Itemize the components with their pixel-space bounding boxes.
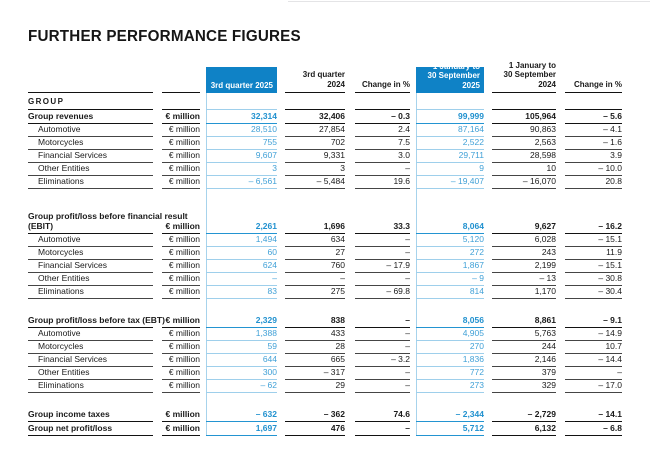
table-row: [28, 124, 622, 137]
value-cell-chg_ytd: 10.7: [565, 341, 622, 354]
row-unit: € million: [162, 150, 200, 163]
table-row: [28, 286, 622, 299]
group-col-cell: [285, 93, 345, 110]
value-cell-chg_q: –: [355, 380, 410, 393]
value-cell-chg_q: 3.0: [355, 150, 410, 163]
row-label: Motorcycles: [28, 341, 153, 354]
value-cell-ytd_2025: – 9: [416, 273, 484, 286]
value-cell-chg_ytd: – 15.1: [565, 260, 622, 273]
row-unit: € million: [162, 260, 200, 273]
value-cell-chg_ytd: – 4.1: [565, 124, 622, 137]
value-cell-q3_2025: 644: [206, 354, 277, 367]
table-row: [28, 273, 622, 286]
row-unit: € million: [162, 314, 200, 328]
row-unit: € million: [162, 163, 200, 176]
value-cell-ytd_2025: 1,836: [416, 354, 484, 367]
row-unit: € million: [162, 124, 200, 137]
value-cell-ytd_2025: 5,120: [416, 234, 484, 247]
value-cell-ytd_2024: – 13: [492, 273, 556, 286]
group-col-cell: [355, 93, 410, 110]
value-cell-q3_2024: 665: [285, 354, 345, 367]
value-cell-chg_q: – 0.3: [355, 110, 410, 124]
value-cell-chg_q: –: [355, 341, 410, 354]
value-cell-q3_2025: 9,607: [206, 150, 277, 163]
value-cell-chg_ytd: – 1.6: [565, 137, 622, 150]
value-cell-q3_2025: 60: [206, 247, 277, 260]
value-cell-chg_q: – 17.9: [355, 260, 410, 273]
value-cell-chg_q: –: [355, 422, 410, 436]
value-cell-ytd_2024: 105,964: [492, 110, 556, 124]
value-cell-ytd_2025: 99,999: [416, 110, 484, 124]
value-cell-q3_2024: – 362: [285, 408, 345, 422]
value-cell-ytd_2024: 8,861: [492, 314, 556, 328]
value-cell-chg_ytd: – 9.1: [565, 314, 622, 328]
row-unit: € million: [162, 247, 200, 260]
value-cell-ytd_2025: 1,867: [416, 260, 484, 273]
value-cell-ytd_2024: 1,170: [492, 286, 556, 299]
value-cell-ytd_2024: – 2,729: [492, 408, 556, 422]
row-unit: € million: [162, 208, 200, 234]
table-row: [28, 408, 622, 422]
table-row: [28, 208, 622, 234]
table-row: [28, 367, 622, 380]
value-cell-chg_q: –: [355, 234, 410, 247]
value-cell-q3_2025: 1,388: [206, 328, 277, 341]
value-cell-q3_2024: 3: [285, 163, 345, 176]
col-header-q3_2024: 3rd quarter 2024: [285, 67, 345, 93]
value-cell-ytd_2024: 329: [492, 380, 556, 393]
value-cell-q3_2024: 275: [285, 286, 345, 299]
value-cell-ytd_2025: 4,905: [416, 328, 484, 341]
value-cell-q3_2024: 433: [285, 328, 345, 341]
value-cell-ytd_2024: 2,563: [492, 137, 556, 150]
row-label: Motorcycles: [28, 137, 153, 150]
value-cell-ytd_2025: 9: [416, 163, 484, 176]
value-cell-q3_2025: –: [206, 273, 277, 286]
value-cell-chg_q: 19.6: [355, 176, 410, 189]
table-row: [28, 247, 622, 260]
value-cell-q3_2024: – 5,484: [285, 176, 345, 189]
value-cell-ytd_2025: 2,522: [416, 137, 484, 150]
table-row: [28, 380, 622, 393]
value-cell-ytd_2025: 273: [416, 380, 484, 393]
group-col-cell: [416, 93, 484, 110]
value-cell-ytd_2025: 29,711: [416, 150, 484, 163]
row-unit: € million: [162, 234, 200, 247]
row-label: Automotive: [28, 124, 153, 137]
value-cell-q3_2024: 838: [285, 314, 345, 328]
value-cell-q3_2024: 9,331: [285, 150, 345, 163]
value-cell-chg_q: 7.5: [355, 137, 410, 150]
value-cell-ytd_2025: 272: [416, 247, 484, 260]
value-cell-chg_ytd: – 15.1: [565, 234, 622, 247]
header-label-spacer: [28, 67, 153, 93]
header-unit-spacer: [162, 67, 200, 93]
group-col-cell: [565, 93, 622, 110]
value-cell-q3_2024: 634: [285, 234, 345, 247]
value-cell-chg_q: – 69.8: [355, 286, 410, 299]
value-cell-chg_ytd: –: [565, 367, 622, 380]
value-cell-q3_2025: 32,314: [206, 110, 277, 124]
page-title: FURTHER PERFORMANCE FIGURES: [28, 28, 301, 45]
value-cell-chg_q: –: [355, 328, 410, 341]
value-cell-q3_2024: – 317: [285, 367, 345, 380]
table-row: [28, 150, 622, 163]
value-cell-q3_2025: 300: [206, 367, 277, 380]
value-cell-q3_2025: – 632: [206, 408, 277, 422]
value-cell-ytd_2025: – 19,407: [416, 176, 484, 189]
row-label: Group net profit/loss: [28, 422, 153, 436]
value-cell-chg_q: 74.6: [355, 408, 410, 422]
value-cell-ytd_2024: 244: [492, 341, 556, 354]
value-cell-q3_2024: 760: [285, 260, 345, 273]
table-row: [28, 137, 622, 150]
row-label: Group income taxes: [28, 408, 153, 422]
row-label: Financial Services: [28, 354, 153, 367]
value-cell-ytd_2025: – 2,344: [416, 408, 484, 422]
row-unit: € million: [162, 110, 200, 124]
value-cell-q3_2025: 59: [206, 341, 277, 354]
row-unit: € million: [162, 176, 200, 189]
row-label: Eliminations: [28, 286, 153, 299]
value-cell-q3_2025: 28,510: [206, 124, 277, 137]
group-section-label: GROUP: [28, 93, 153, 110]
row-unit: € million: [162, 328, 200, 341]
group-section-row: [28, 93, 622, 110]
row-unit: € million: [162, 422, 200, 436]
row-label: Other Entities: [28, 367, 153, 380]
value-cell-ytd_2025: 87,164: [416, 124, 484, 137]
value-cell-chg_ytd: – 30.4: [565, 286, 622, 299]
value-cell-chg_ytd: – 16.2: [565, 208, 622, 234]
value-cell-chg_ytd: 11.9: [565, 247, 622, 260]
table-header-row: [28, 60, 622, 93]
row-label: Group revenues: [28, 110, 153, 124]
row-label: Other Entities: [28, 163, 153, 176]
row-label: Automotive: [28, 234, 153, 247]
value-cell-ytd_2024: 5,763: [492, 328, 556, 341]
value-cell-q3_2024: 476: [285, 422, 345, 436]
value-cell-chg_ytd: – 14.9: [565, 328, 622, 341]
table-row: [28, 110, 622, 124]
table-row: [28, 341, 622, 354]
group-col-cell: [206, 93, 277, 110]
value-cell-ytd_2025: 270: [416, 341, 484, 354]
table-row: [28, 422, 622, 436]
row-unit: € million: [162, 286, 200, 299]
row-label: Motorcycles: [28, 247, 153, 260]
col-header-ytd_2025: 1 January to 30 September 2025: [416, 67, 484, 93]
row-label: Group profit/loss before tax (EBT): [28, 314, 153, 328]
value-cell-ytd_2024: 28,598: [492, 150, 556, 163]
value-cell-ytd_2024: 6,028: [492, 234, 556, 247]
value-cell-q3_2025: – 62: [206, 380, 277, 393]
value-cell-chg_ytd: – 5.6: [565, 110, 622, 124]
table-row: [28, 354, 622, 367]
value-cell-chg_ytd: – 14.4: [565, 354, 622, 367]
value-cell-ytd_2024: 6,132: [492, 422, 556, 436]
group-col-cell: [492, 93, 556, 110]
value-cell-ytd_2024: 9,627: [492, 208, 556, 234]
table-row: [28, 234, 622, 247]
value-cell-ytd_2025: 814: [416, 286, 484, 299]
value-cell-q3_2025: 83: [206, 286, 277, 299]
value-cell-q3_2025: 2,261: [206, 208, 277, 234]
value-cell-ytd_2025: 772: [416, 367, 484, 380]
section-gap: [28, 299, 622, 314]
row-label: Group profit/loss before financial result (EBIT): [28, 208, 153, 234]
col-header-chg_ytd: Change in %: [565, 67, 622, 93]
table-row: [28, 163, 622, 176]
value-cell-ytd_2024: – 16,070: [492, 176, 556, 189]
value-cell-ytd_2025: 5,712: [416, 422, 484, 436]
value-cell-chg_q: 33.3: [355, 208, 410, 234]
value-cell-q3_2024: 1,696: [285, 208, 345, 234]
table-row: [28, 314, 622, 328]
row-unit: € million: [162, 408, 200, 422]
row-label: Eliminations: [28, 380, 153, 393]
value-cell-chg_ytd: – 14.1: [565, 408, 622, 422]
value-cell-chg_ytd: 3.9: [565, 150, 622, 163]
performance-table: [28, 60, 622, 436]
value-cell-ytd_2024: 10: [492, 163, 556, 176]
value-cell-chg_ytd: – 30.8: [565, 273, 622, 286]
section-gap: [28, 393, 622, 408]
table-row: [28, 176, 622, 189]
col-header-ytd_2024: 1 January to 30 September 2024: [492, 67, 556, 93]
row-unit: € million: [162, 137, 200, 150]
value-cell-q3_2024: 27,854: [285, 124, 345, 137]
value-cell-q3_2024: 702: [285, 137, 345, 150]
col-header-q3_2025: 3rd quarter 2025: [206, 67, 277, 93]
row-unit: € million: [162, 367, 200, 380]
col-header-chg_q: Change in %: [355, 67, 410, 93]
value-cell-ytd_2025: 8,064: [416, 208, 484, 234]
value-cell-chg_q: –: [355, 367, 410, 380]
section-gap: [28, 189, 622, 208]
row-label: Financial Services: [28, 260, 153, 273]
value-cell-chg_ytd: – 17.0: [565, 380, 622, 393]
page-edge-line: [288, 1, 650, 2]
value-cell-q3_2024: 32,406: [285, 110, 345, 124]
value-cell-q3_2025: 755: [206, 137, 277, 150]
row-unit: € million: [162, 341, 200, 354]
value-cell-chg_ytd: – 6.8: [565, 422, 622, 436]
table-row: [28, 328, 622, 341]
value-cell-q3_2024: –: [285, 273, 345, 286]
value-cell-ytd_2024: 2,146: [492, 354, 556, 367]
value-cell-ytd_2024: 2,199: [492, 260, 556, 273]
value-cell-chg_q: – 3.2: [355, 354, 410, 367]
row-label: Automotive: [28, 328, 153, 341]
value-cell-q3_2024: 28: [285, 341, 345, 354]
value-cell-q3_2025: 624: [206, 260, 277, 273]
value-cell-q3_2025: 1,697: [206, 422, 277, 436]
row-label: Other Entities: [28, 273, 153, 286]
value-cell-q3_2024: 29: [285, 380, 345, 393]
row-label: Eliminations: [28, 176, 153, 189]
value-cell-chg_ytd: – 10.0: [565, 163, 622, 176]
value-cell-q3_2025: 1,494: [206, 234, 277, 247]
value-cell-q3_2025: 2,329: [206, 314, 277, 328]
value-cell-q3_2025: 3: [206, 163, 277, 176]
value-cell-chg_q: –: [355, 163, 410, 176]
value-cell-q3_2025: – 6,561: [206, 176, 277, 189]
value-cell-ytd_2024: 243: [492, 247, 556, 260]
value-cell-ytd_2025: 8,056: [416, 314, 484, 328]
row-unit: € million: [162, 354, 200, 367]
value-cell-chg_ytd: 20.8: [565, 176, 622, 189]
table-row: [28, 260, 622, 273]
value-cell-chg_q: –: [355, 314, 410, 328]
value-cell-chg_q: –: [355, 273, 410, 286]
row-label: Financial Services: [28, 150, 153, 163]
value-cell-q3_2024: 27: [285, 247, 345, 260]
value-cell-chg_q: –: [355, 247, 410, 260]
value-cell-chg_q: 2.4: [355, 124, 410, 137]
value-cell-ytd_2024: 379: [492, 367, 556, 380]
group-unit-cell: [162, 93, 200, 110]
row-unit: € million: [162, 380, 200, 393]
value-cell-ytd_2024: 90,863: [492, 124, 556, 137]
row-unit: € million: [162, 273, 200, 286]
